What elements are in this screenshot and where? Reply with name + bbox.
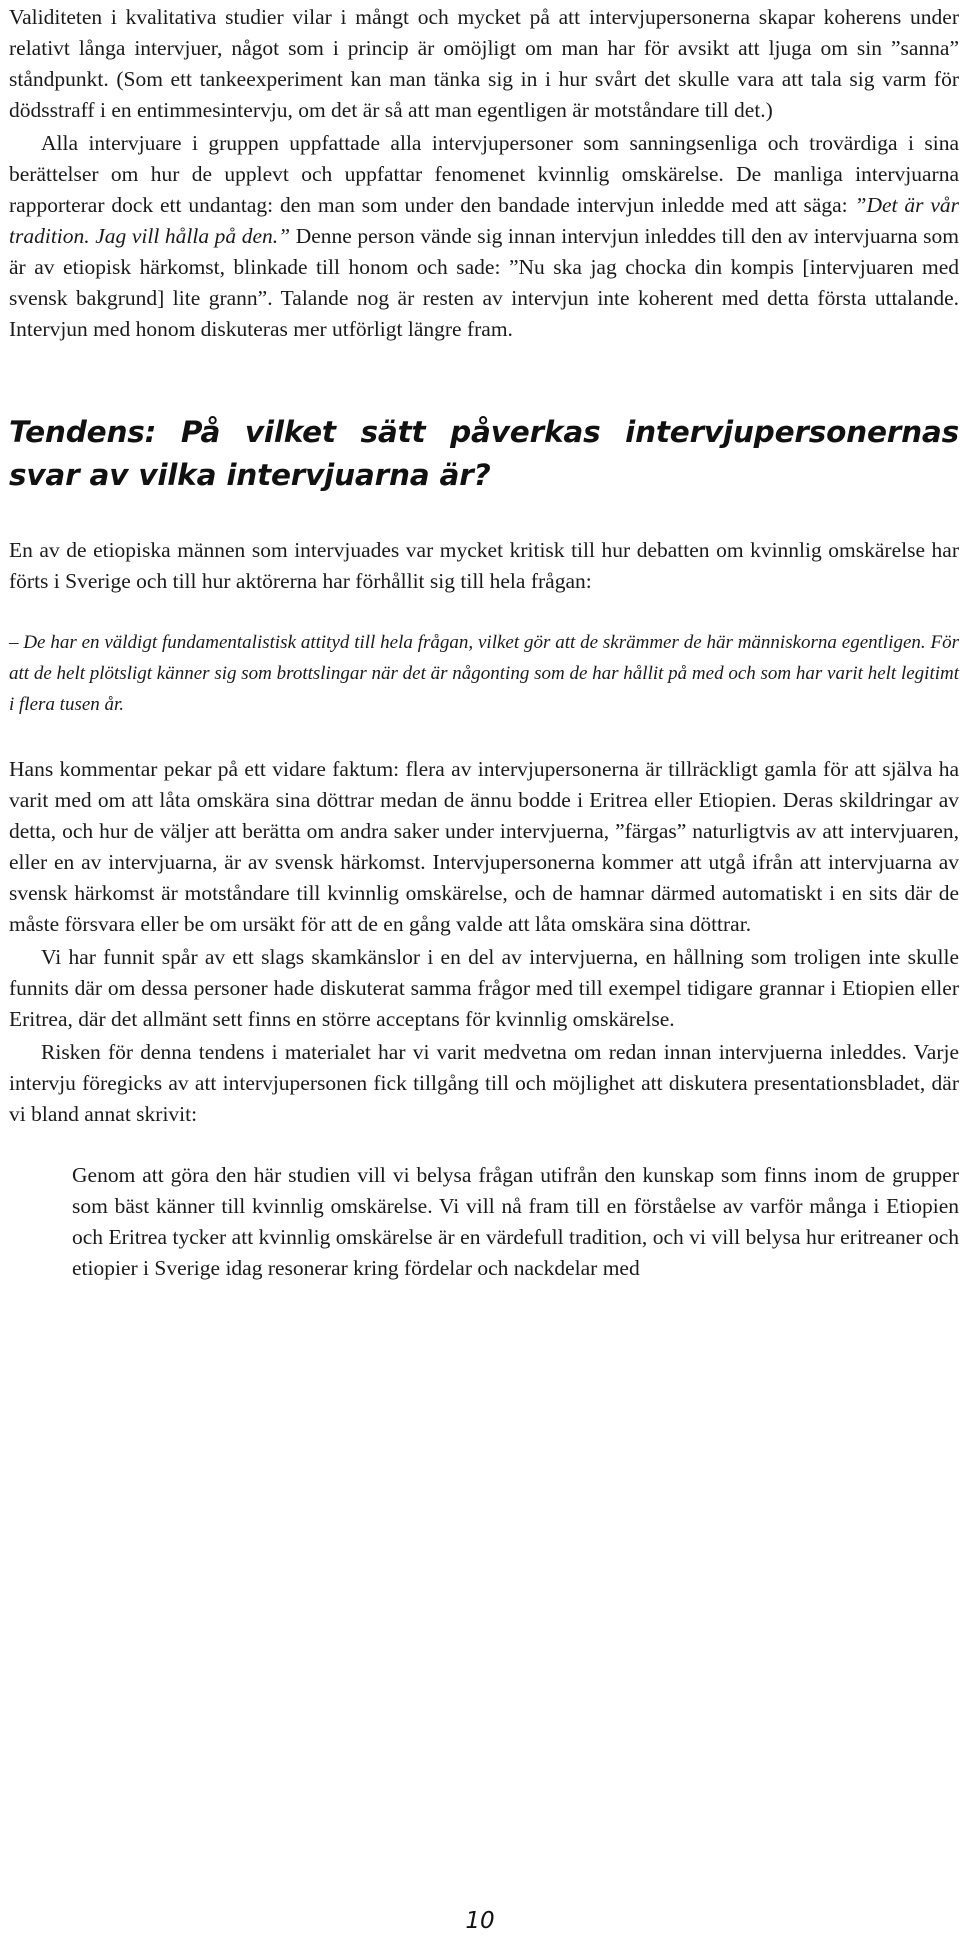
presentation-sheet-quote: Genom att göra den här studien vill vi belysa frågan utifrån den kunskap som finns inom de grupper som bäst känner till kvinnlig omskärelse. Vi vill nå fram till en förståelse av varför många i Etiopien och Eritrea tycker att kvinnlig omskärelse är en värdefull tradition, och vi vill belysa hur eritreaner och etiopier i Sverige idag resonerar kring fördelar och nackdelar med bbox=[72, 1163, 959, 1280]
interview-quote-italic: ”Det är vår tradition. Jag vill hålla på den.” bbox=[9, 193, 959, 248]
paragraph-interviewers bbox=[9, 128, 959, 345]
paragraph-ethiopian-man: En av de etiopiska männen som intervjuades var mycket kritisk till hur debatten om kvinnlig omskärelse har förts i Sverige och till hur aktörerna har förhållit sig till hela frågan: bbox=[9, 538, 959, 593]
paragraph-risken: Risken för denna tendens i materialet har vi varit medvetna om redan innan intervjuerna inleddes. Varje intervju föregicks av att intervjupersonen fick tillgång till och möjlighet att diskutera presentationsbladet, där vi bland annat skrivit: bbox=[9, 1040, 959, 1126]
paragraph-skamkanslor: Vi har funnit spår av ett slags skamkänslor i en del av intervjuerna, en hållning som troligen inte skulle funnits där om dessa personer hade diskuterat samma frågor med till exempel tidigare grannar i Etiopien eller Eritrea, där det allmänt sett finns en större acceptans för kvinnlig omskärelse. bbox=[9, 945, 959, 1031]
interview-quote: – De har en väldigt fundamentalistisk attityd till hela frågan, vilket gör att de skrämmer de här människorna egentligen. För att de helt plötsligt känner sig som brottslingar när det är någonting som de har hållit på med och som har varit helt legitimt i flera tusen år. bbox=[9, 632, 959, 715]
page-number: 10 bbox=[465, 1908, 495, 1934]
section-heading: Tendens: På vilket sätt påverkas intervjupersonernas svar av vilka intervjuarna är? bbox=[9, 415, 959, 492]
paragraph-interviewers-part-1: Alla intervjuare i gruppen uppfattade alla intervjupersoner som sanningsenliga och trovärdiga i sina berättelser om hur de upplevt och uppfattar fenomenet kvinnlig omskärelse. De manliga intervjuarna rapporterar dock ett undantag: den man som under den bandade intervjun inledde med att säga: bbox=[9, 131, 959, 217]
paragraph-interviewers-part-2: Denne person vände sig innan intervjun inleddes till den av intervjuarna som är av etiopisk härkomst, blinkade till honom och sade: ”Nu ska jag chocka din kompis [intervjuaren med svensk bakgrund] lite grann”. Talande nog är resten av intervjun inte koherent med detta första uttalande. Intervjun med honom diskuteras mer utförligt längre fram. bbox=[9, 224, 959, 341]
paragraph-validity: Validiteten i kvalitativa studier vilar i mångt och mycket på att intervjupersonerna skapar koherens under relativt långa intervjuer, något som i princip är omöjligt om man har för avsikt att ljuga om sin ”sanna” ståndpunkt. (Som ett tankeexperiment kan man tänka sig in i hur svårt det skulle vara att tala sig varm för dödsstraff i en entimmesintervju, om det är så att man egentligen är motståndare till det.) bbox=[9, 5, 959, 122]
document-page bbox=[9, 0, 959, 1284]
paragraph-hans-kommentar: Hans kommentar pekar på ett vidare faktum: flera av intervjupersonerna är tillräckligt gamla för att själva ha varit med om att låta omskära sina döttrar medan de ännu bodde i Eritrea eller Etiopien. Deras skildringar av detta, och hur de väljer att berätta om andra saker under intervjuerna, ”färgas” naturligtvis av att intervjuaren, eller en av intervjuarna, är av svensk härkomst. Intervjupersonerna kommer att utgå ifrån att intervjuarna av svensk härkomst är motståndare till kvinnlig omskärelse, och de hamnar därmed automatiskt i en sits där de måste försvara eller be om ursäkt för att de en gång valde att låta omskära sina döttrar. bbox=[9, 757, 959, 936]
